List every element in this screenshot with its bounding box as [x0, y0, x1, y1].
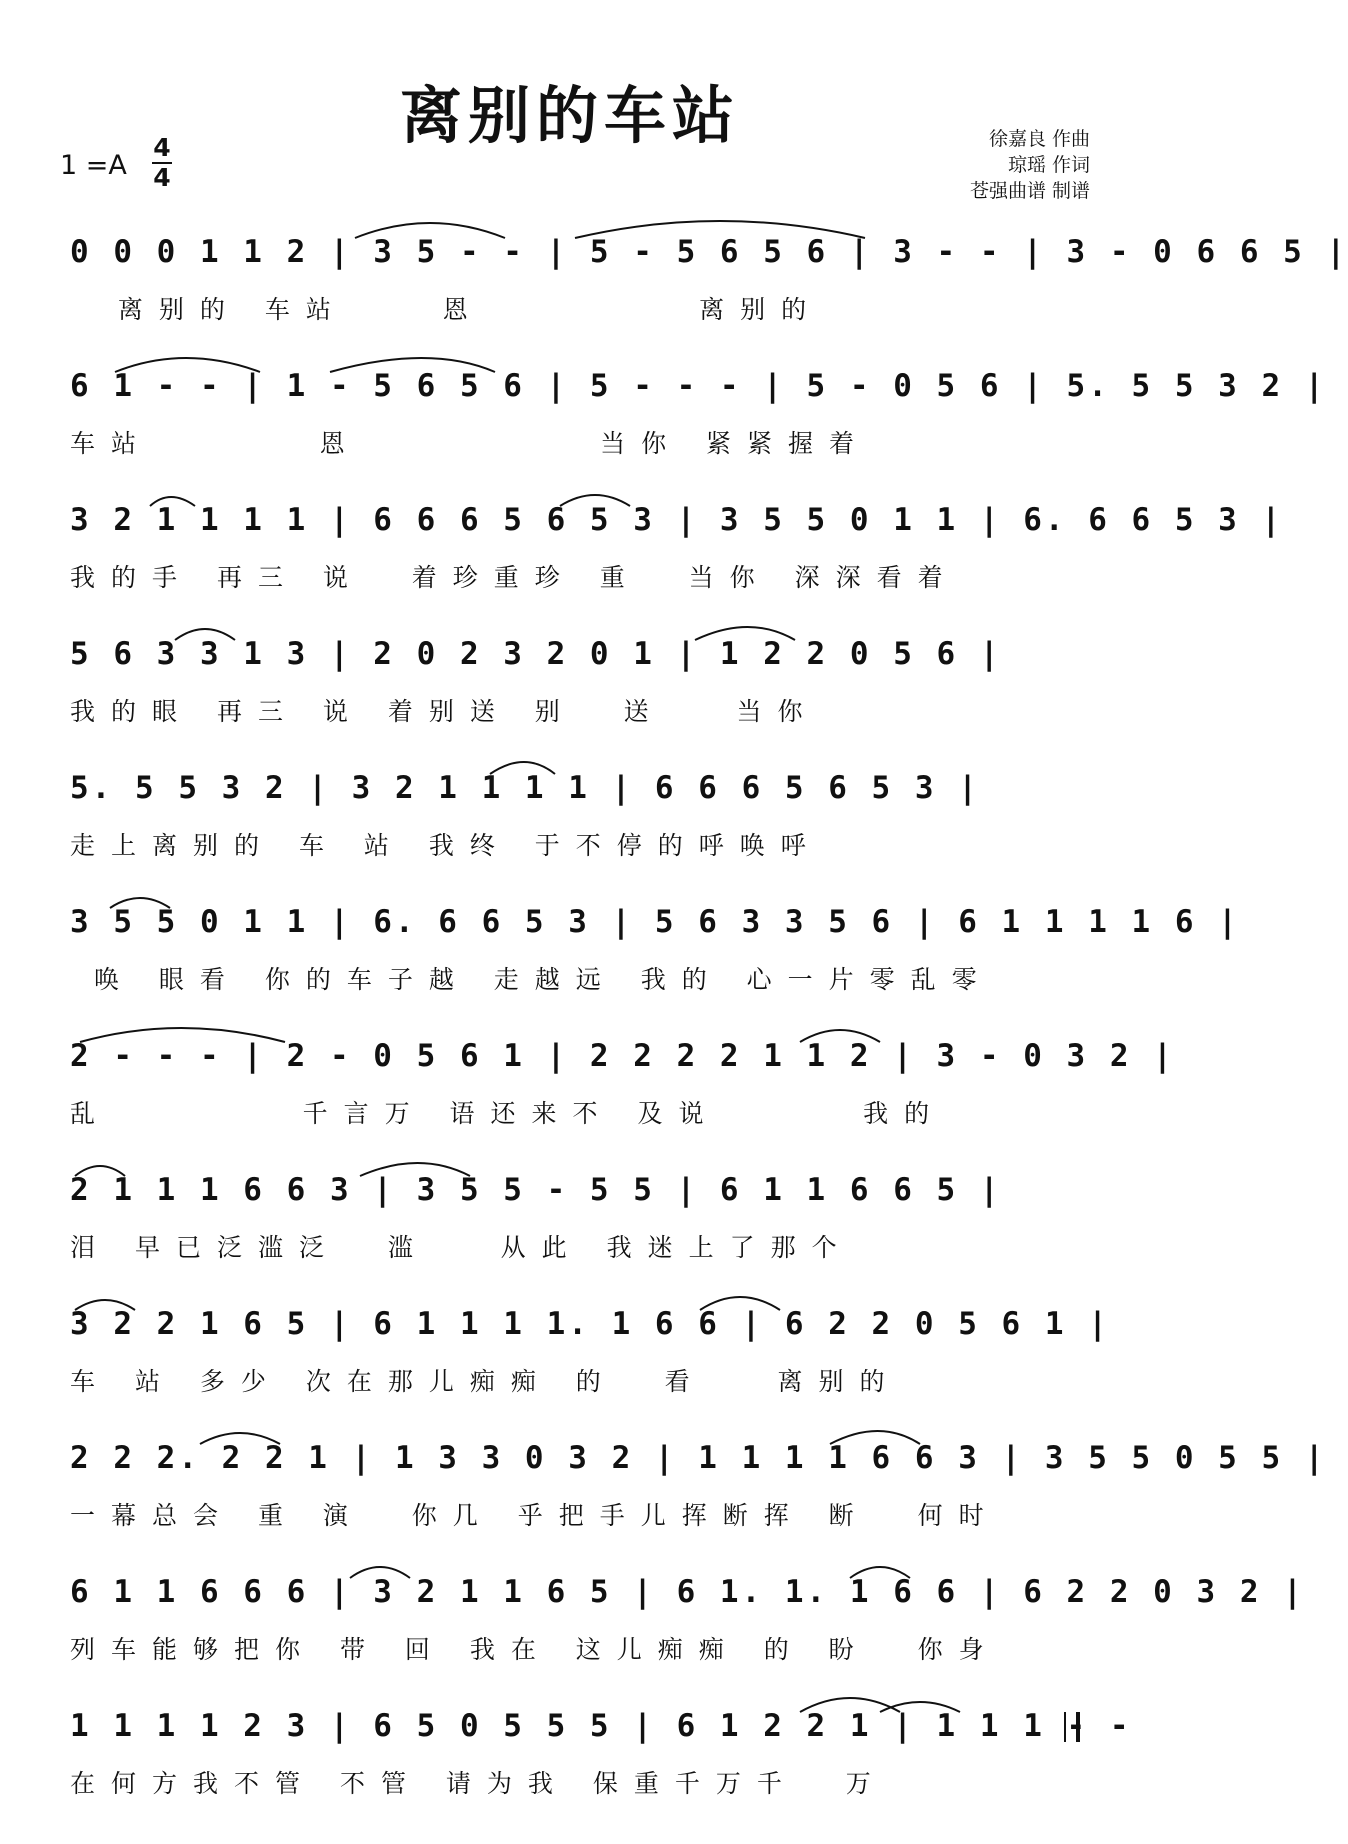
lyrics-row: 泪 早已泛滥泛 滥 从此 我迷上了那个 — [70, 1233, 853, 1262]
lyrics-row: 我的眼 再三 说 着别送 别 送 当你 — [70, 697, 819, 726]
credits — [970, 126, 1090, 204]
meter-bottom: 4 — [153, 163, 171, 192]
score-line-5 — [0, 758, 1140, 888]
notation-row: 5 6 3 3 1 3 | 2 0 2 3 2 0 1 | 1 2 2 0 5 6 | — [70, 636, 1002, 672]
score-line-8 — [0, 1160, 1140, 1290]
final-barline — [1064, 1712, 1080, 1742]
notation-row: 6 1 1 6 6 6 | 3 2 1 1 6 5 | 6 1. 1. 1 6 6 | 6 2 2 0 3 2 | — [70, 1574, 1305, 1610]
notation-row: 3 2 1 1 1 1 | 6 6 6 5 6 5 3 | 3 5 5 0 1 1 | 6. 6 6 5 3 | — [70, 502, 1284, 538]
lyrics-row: 走上离别的 车 站 我终 于不停的呼唤呼 — [70, 831, 822, 860]
lyrics-row: 乱 千言万 语还来不 及说 我的 — [70, 1099, 946, 1128]
lyrics-row: 列车能够把你 带 回 我在 这儿痴痴 的 盼 你身 — [70, 1635, 1000, 1664]
score-line-11 — [0, 1562, 1305, 1692]
meter-top: 4 — [153, 133, 171, 162]
credit-composer: 徐嘉良 作曲 — [988, 128, 1090, 150]
score-line-6 — [0, 892, 1240, 1022]
lyrics-row: 唤 眼看 你的车子越 走越远 我的 心一片零乱零 — [70, 965, 993, 994]
score-line-3 — [0, 490, 1284, 620]
notation-row: 3 5 5 0 1 1 | 6. 6 6 5 3 | 5 6 3 3 5 6 | 6 1 1 1 1 6 | — [70, 904, 1240, 940]
lyrics-row: 一幕总会 重 演 你几 乎把手儿挥断挥 断 何时 — [70, 1501, 1000, 1530]
lyrics-row: 车站 恩 当你 紧紧握着 — [70, 429, 871, 458]
notation-row: 2 1 1 1 6 6 3 | 3 5 5 - 5 5 | 6 1 1 6 6 5 | — [70, 1172, 1002, 1208]
lyrics-row: 在何方我不管 不管 请为我 保重千万千 万 — [70, 1769, 887, 1798]
notation-row: 2 - - - | 2 - 0 5 6 1 | 2 2 2 2 1 1 2 | 3 - 0 3 2 | — [70, 1038, 1175, 1074]
score-line-7 — [0, 1026, 1175, 1156]
score-line-12 — [0, 1696, 1140, 1826]
notation-row: 5. 5 5 3 2 | 3 2 1 1 1 1 | 6 6 6 5 6 5 3 | — [70, 770, 980, 806]
score-line-10 — [0, 1428, 1327, 1558]
notation-row: 3 2 2 1 6 5 | 6 1 1 1 1. 1 6 6 | 6 2 2 0 5 6 1 | — [70, 1306, 1110, 1342]
credit-transcriber: 苍强曲谱 制谱 — [969, 180, 1090, 202]
time-signature — [150, 134, 174, 192]
score-line-9 — [0, 1294, 1140, 1424]
notation-row: 6 1 - - | 1 - 5 6 5 6 | 5 - - - | 5 - 0 5 6 | 5. 5 5 3 2 | — [70, 368, 1327, 404]
song-title: 离别的车站 — [399, 79, 740, 152]
notation-row: 1 1 1 1 2 3 | 6 5 0 5 5 5 | 6 1 2 2 1 | 1 1 1 - - — [70, 1708, 1132, 1744]
key-signature: 1 =A — [60, 150, 127, 181]
score-line-2 — [0, 356, 1327, 486]
score-line-1 — [0, 222, 1348, 352]
notation-row: 0 0 0 1 1 2 | 3 5 - - | 5 - 5 6 5 6 | 3 - - | 3 - 0 6 6 5 | — [70, 234, 1348, 270]
lyrics-row: 离别的 车站 恩 离别的 — [70, 295, 823, 324]
notation-row: 2 2 2. 2 2 1 | 1 3 3 0 3 2 | 1 1 1 1 6 6 3 | 3 5 5 0 5 5 | — [70, 1440, 1327, 1476]
lyrics-row: 车 站 多少 次在那儿痴痴 的 看 离别的 — [70, 1367, 901, 1396]
lyrics-row: 我的手 再三 说 着珍重珍 重 当你 深深看着 — [70, 563, 959, 592]
credit-lyricist: 琼瑶 作词 — [1007, 154, 1090, 176]
score-line-4 — [0, 624, 1140, 754]
